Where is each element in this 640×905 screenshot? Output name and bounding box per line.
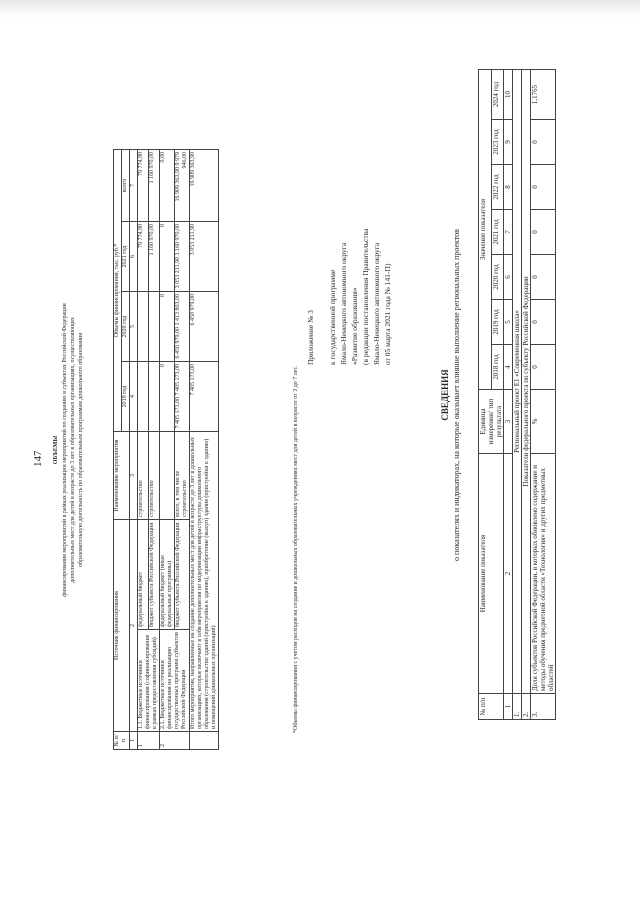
table-header-row xyxy=(479,70,492,720)
index-cell: 1 xyxy=(504,694,513,720)
volumes-subtitle-1: финансирования мероприятий в рамках реализации мероприятий по созданию в субъектах Российской Федерации xyxy=(62,303,68,597)
section-row xyxy=(522,70,531,720)
row-budget: бюджет субъекта Российской Федерации xyxy=(149,520,160,630)
summary-row xyxy=(190,149,219,749)
row-event xyxy=(160,432,175,520)
appendix-line: «Развитие образования» xyxy=(350,287,359,365)
row-2020: 6 450 979,00 1 413 803,00 xyxy=(175,292,190,362)
indicator-name: Доля субъектов Российской Федерации, в которых обновлено содержание и методы обучения предметной области «Технология» и других предметных областей xyxy=(531,454,556,694)
header-year: 2024 год xyxy=(491,70,504,120)
table-row xyxy=(160,149,175,749)
row-total: 1 160 970,00 xyxy=(149,149,160,221)
row-event: строительство xyxy=(149,432,160,520)
row-num: 1. xyxy=(513,694,522,720)
index-row xyxy=(504,70,513,720)
row-budget: федеральный бюджет (иные федеральные программы) xyxy=(160,520,175,630)
table-row xyxy=(531,70,556,720)
index-cell: 2 xyxy=(504,454,513,694)
row-total: 16 909 363,90 9 979 946,00 xyxy=(175,149,190,221)
appendix-line: от 05 марта 2021 года № 141-П) xyxy=(383,263,392,365)
index-cell: 9 xyxy=(504,120,513,165)
index-cell: 6 xyxy=(504,255,513,300)
appendix-line: (в редакции постановления Правительства xyxy=(361,228,370,365)
index-cell: 4 xyxy=(130,362,138,432)
header-year: 2020 год xyxy=(491,255,504,300)
section-title: Показатели федерального проекта по субъекту Российской Федерации xyxy=(522,70,531,694)
row-2021: 1 160 970,00 xyxy=(149,222,160,292)
header-total: всего xyxy=(122,149,130,221)
index-cell: 1 xyxy=(130,732,138,750)
row-2020: 0 xyxy=(160,292,175,362)
header-year: 2023 год xyxy=(491,120,504,165)
row-num: 2 xyxy=(160,732,190,750)
indicators-table xyxy=(478,69,556,720)
volumes-subtitle-2: дополнительных мест для детей в возрасте до 3 лет в образовательных организациях, осуществляющих xyxy=(70,317,76,583)
row-source: 2.1. Бюджетные источники финансирования на реализацию государственных программ субъектов Российской Федерации xyxy=(160,630,190,732)
header-source: Источник финансирования xyxy=(114,520,130,732)
summary-num xyxy=(190,732,219,750)
index-cell: 6 xyxy=(130,222,138,292)
row-num: 1 xyxy=(138,732,160,750)
header-2021: 2021 год xyxy=(122,222,130,292)
appendix-spacer xyxy=(316,229,327,365)
indicator-value: 0 xyxy=(531,345,556,390)
row-2021: 0 xyxy=(160,222,175,292)
index-cell: 4 xyxy=(504,345,513,390)
index-cell: 7 xyxy=(504,210,513,255)
index-cell: 7 xyxy=(130,149,138,221)
summary-total: 16 909 363,90 xyxy=(190,149,219,221)
indicator-value: 0 xyxy=(531,210,556,255)
row-event: всего, в том числе строительство xyxy=(175,432,190,520)
summary-text: Итого мероприятия, направленные на создание дополнительных мест для детей в возрасте до 3 лет в дошкольных организациях, которые включают в себя мероприятия по модернизации инфраструктуры дошкольного образования (строительство зданий (пристройки к зданию), приобретение (выкуп) здания (пристройки к зданию) и помещений дошкольных организаций) xyxy=(190,432,219,732)
index-cell: 5 xyxy=(130,292,138,362)
appendix-line: Ямало-Ненецкого автономного округа xyxy=(372,242,381,365)
row-2020 xyxy=(149,292,160,362)
row-2021: 3 053 211,90 1 160 970,00 xyxy=(175,222,190,292)
appendix-line: Ямало-Ненецкого автономного округа xyxy=(339,242,348,365)
header-volume: Объемы финансирования, тыс. руб.* xyxy=(114,149,122,431)
appendix-block xyxy=(305,229,393,365)
appendix-line: к государственной программе xyxy=(328,269,337,365)
header-num: № п/п xyxy=(479,694,504,720)
header-2020: 2020 год xyxy=(122,292,130,362)
index-cell: 3 xyxy=(504,390,513,454)
row-2019 xyxy=(138,362,149,432)
summary-2019: 7 405 173,00 xyxy=(190,362,219,432)
summary-2020: 6 450 979,00 xyxy=(190,292,219,362)
appendix-line: Приложение № 3 xyxy=(306,310,315,365)
volumes-title: ОБЪЕМЫ xyxy=(53,435,59,465)
volumes-table xyxy=(113,149,219,750)
index-cell: 8 xyxy=(504,165,513,210)
index-cell: 3 xyxy=(130,432,138,520)
header-event: Наименование мероприятия xyxy=(114,432,130,520)
table-row xyxy=(138,149,149,749)
row-total: 0,00 xyxy=(160,149,175,221)
indicator-value: 1,1765 xyxy=(531,70,556,120)
indicator-value: 0 xyxy=(531,255,556,300)
row-2021: 79 774,90 xyxy=(138,222,149,292)
row-source: 1.1. Бюджетные источники финансирования (софинансирование в рамках предоставления субсидий) xyxy=(138,630,160,732)
table-header-row xyxy=(114,149,122,749)
header-year: 2018 год xyxy=(491,345,504,390)
row-budget: бюджет субъекта Российской Федерации xyxy=(175,520,190,630)
header-year: 2021 год xyxy=(491,210,504,255)
volumes-subtitle-3: образовательную деятельность по образовательным программам дошкольного образования xyxy=(78,333,84,567)
indicator-value: 0 xyxy=(531,120,556,165)
indicator-value: 0 xyxy=(531,165,556,210)
header-year: 2022 год xyxy=(491,165,504,210)
page-number: 147 xyxy=(32,450,44,467)
section-title: Региональный проект E1 «Современная школа» xyxy=(513,70,522,694)
row-num: 3. xyxy=(531,694,556,720)
index-cell: 5 xyxy=(504,300,513,345)
svedenia-title: СВЕДЕНИЯ xyxy=(440,369,450,421)
row-num: 2. xyxy=(522,694,531,720)
indicator-unit: % xyxy=(531,390,556,454)
section-row xyxy=(513,70,522,720)
summary-2021: 3 053 211,90 xyxy=(190,222,219,292)
row-2019: 7 405 173,00 7 405 173,00 xyxy=(175,362,190,432)
svedenia-subtitle: о показателях и индикаторах, на которые оказывает влияние выполнение региональных проектов xyxy=(452,229,461,561)
indicator-value: 0 xyxy=(531,300,556,345)
header-name: Наименование показателя xyxy=(479,454,504,694)
header-year: 2019 год xyxy=(491,300,504,345)
index-cell: 2 xyxy=(130,520,138,732)
index-row xyxy=(130,149,138,749)
row-event: строительство xyxy=(138,432,149,520)
row-2019 xyxy=(149,362,160,432)
row-2019: 0 xyxy=(160,362,175,432)
header-unit: Единица измерения/ тип результата xyxy=(479,390,504,454)
header-2019: 2019 год xyxy=(122,362,130,432)
index-cell: 10 xyxy=(504,70,513,120)
row-2020 xyxy=(138,292,149,362)
header-num: № п/п xyxy=(114,732,130,750)
row-budget: федеральный бюджет xyxy=(138,520,149,630)
row-total: 79 774,90 xyxy=(138,149,149,221)
footnote: *Объемы финансирования с учетом расходов на создание в дошкольных образовательных учреждениях мест для детей в возрасте от 3 до 7 лет. xyxy=(293,365,299,733)
header-value: Значение показателя xyxy=(479,70,492,390)
